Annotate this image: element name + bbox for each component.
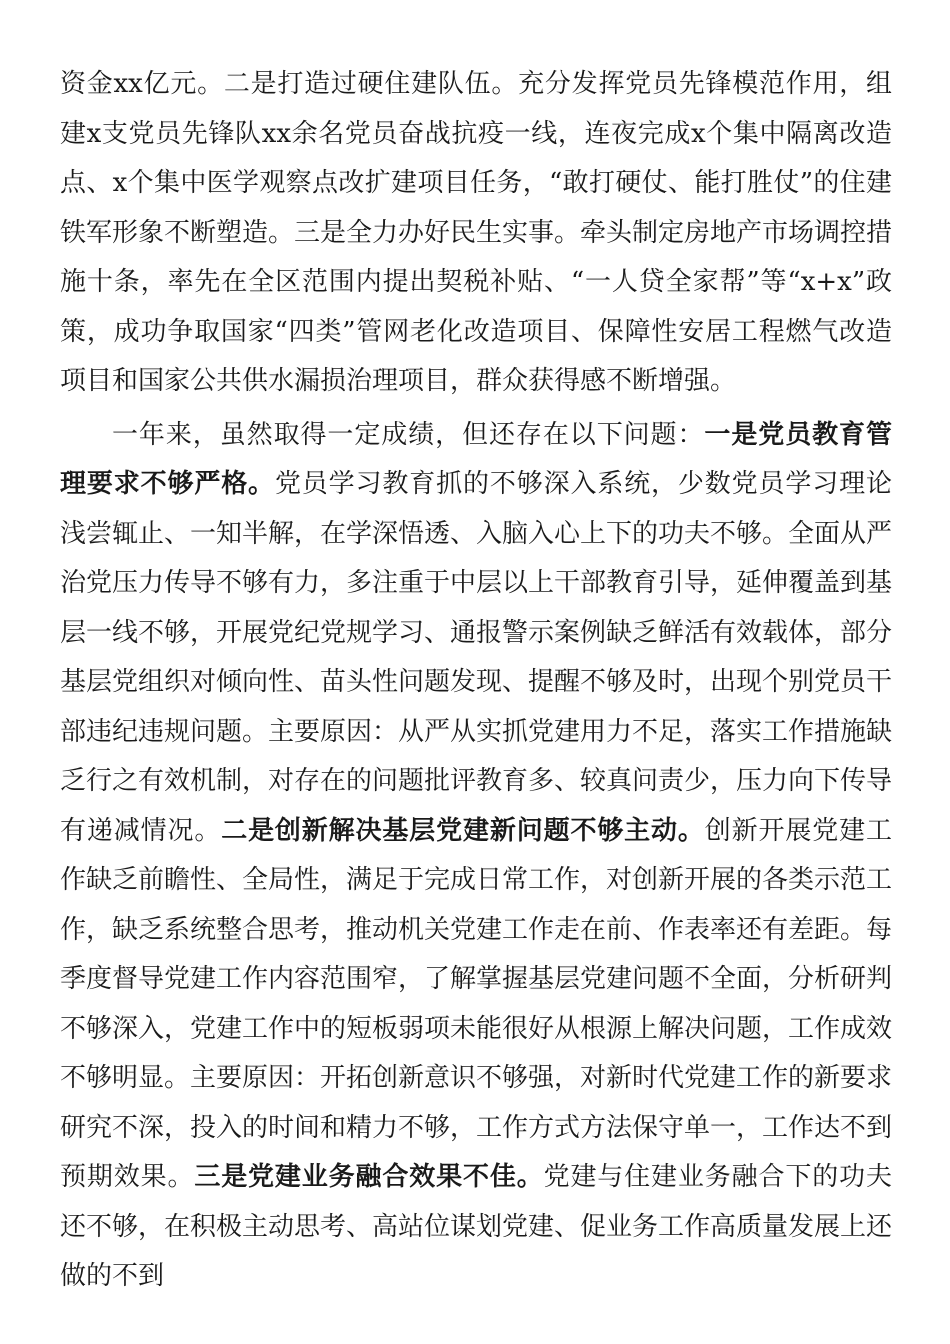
document-page <box>60 60 892 1302</box>
paragraph-2-intro: 一年来，虽然取得一定成绩，但还存在以下问题： <box>112 419 705 450</box>
heading-issue-2: 二是创新解决基层党建新问题不够主动。 <box>221 815 705 846</box>
paragraph-1-text: 资金xx亿元。二是打造过硬住建队伍。充分发挥党员先锋模范作用，组建x支党员先锋队xx余名党员奋战抗疫一线，连夜完成x个集中隔离改造点、x个集中医学观察点改扩建项目任务，“敢打硬仗、能打胜仗”的住建铁军形象不断塑造。三是全力办好民生实事。牵头制定房地产市场调控措施十条，率先在全区范围内提出契税补贴、“一人贷全家帮”等“x+x”政策，成功争取国家“四类”管网老化改造项目、保障性安居工程燃气改造项目和国家公共供水漏损治理项目，群众获得感不断增强。 <box>60 69 893 396</box>
paragraph-2 <box>60 411 892 1302</box>
issue-3-text: 党建与住建业务融合下的功夫还不够，在积极主动思考、高站位谋划党建、促业务工作高质量发展上还做的不到 <box>60 1162 893 1291</box>
heading-issue-3: 三是党建业务融合效果不佳。 <box>194 1162 544 1192</box>
heading-issue-1: 一是党员教育管理要求不够严格。 <box>60 419 892 499</box>
issue-1-text: 党员学习教育抓的不够深入系统，少数党员学习理论浅尝辄止、一知半解，在学深悟透、入脑入心上下的功夫不够。全面从严治党压力传导不够有力，多注重于中层以上干部教育引导，延伸覆盖到基层一线不够，开展党纪党规学习、通报警示案例缺乏鲜活有效载体，部分基层党组织对倾向性、苗头性问题发现、提醒不够及时，出现个别党员干部违纪违规问题。主要原因：从严从实抓党建用力不足，落实工作措施缺乏行之有效机制，对存在的问题批评教育多、较真问责少，压力向下传导有递减情况。 <box>60 469 893 846</box>
paragraph-1 <box>60 60 892 407</box>
issue-2-text: 创新开展党建工作缺乏前瞻性、全局性，满足于完成日常工作，对创新开展的各类示范工作，缺乏系统整合思考，推动机关党建工作走在前、作表率还有差距。每季度督导党建工作内容范围窄，了解掌握基层党建问题不全面，分析研判不够深入，党建工作中的短板弱项未能很好从根源上解决问题，工作成效不够明显。主要原因：开拓创新意识不够强，对新时代党建工作的新要求研究不深，投入的时间和精力不够，工作方式方法保守单一，工作达不到预期效果。 <box>60 815 893 1192</box>
